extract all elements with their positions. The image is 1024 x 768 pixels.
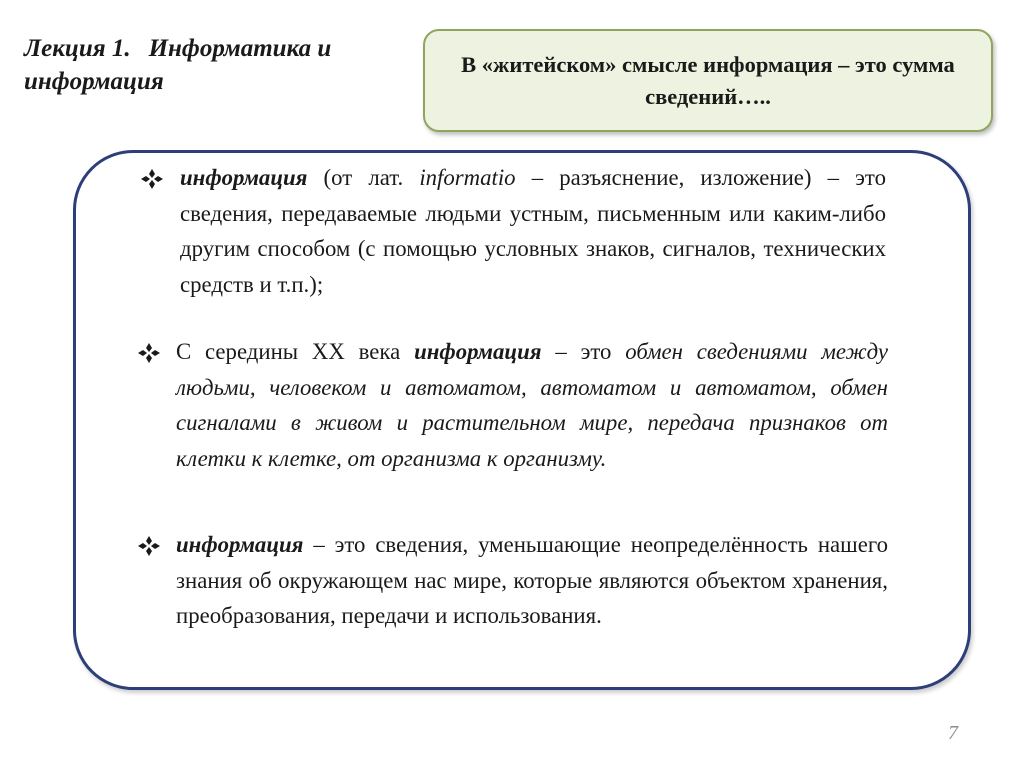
lecture-title-line2: информация — [24, 68, 164, 95]
bullet-item-3 — [176, 527, 888, 634]
bullet-3-lead: информация — [176, 532, 304, 557]
bullet-1-lead: информация — [180, 165, 308, 190]
bullet-2-lead: информация — [414, 339, 542, 364]
bullet-item-2 — [176, 334, 888, 476]
bullet-1-rest: – разъяснение, изложение) – это сведения, передаваемые людьми устным, письменным или каким-либо другим способом (с помощью условных знаков, сигналов, технических средств и т.п.); — [180, 165, 886, 297]
bullet-diamond-icon — [138, 527, 162, 562]
bullet-2-italic-text: обмен сведениями между людьми, человеком и автоматом, автоматом и автоматом, обмен сигналами в живом и растительном мире, передача признаков от клетки к клетке, от организма к организму. — [176, 339, 888, 471]
definition-callout — [423, 29, 993, 132]
lecture-label: Лекция 1. — [24, 35, 131, 62]
page-number: 7 — [948, 722, 958, 744]
bullet-diamond-icon — [141, 160, 165, 195]
lecture-title-line1 — [24, 32, 404, 65]
bullet-2-text: – это — [541, 339, 626, 364]
bullet-3-text: – это сведения, уменьшающие неопределённость нашего знания об окружающем нас мире, которые являются объектом хранения, преобразования, передачи и использования. — [176, 532, 888, 628]
lecture-subject: Информатика и — [148, 35, 332, 62]
lecture-title — [24, 32, 404, 98]
bullet-diamond-icon — [138, 334, 162, 369]
bullet-2-prefix: С середины XX века — [176, 339, 415, 364]
bullet-item-1 — [180, 160, 886, 302]
bullet-1-text: (от лат. — [307, 165, 420, 190]
bullet-1-latin: informatio — [419, 165, 516, 190]
callout-text: В «житейском» смысле информация – это сумма сведений….. — [461, 51, 955, 109]
